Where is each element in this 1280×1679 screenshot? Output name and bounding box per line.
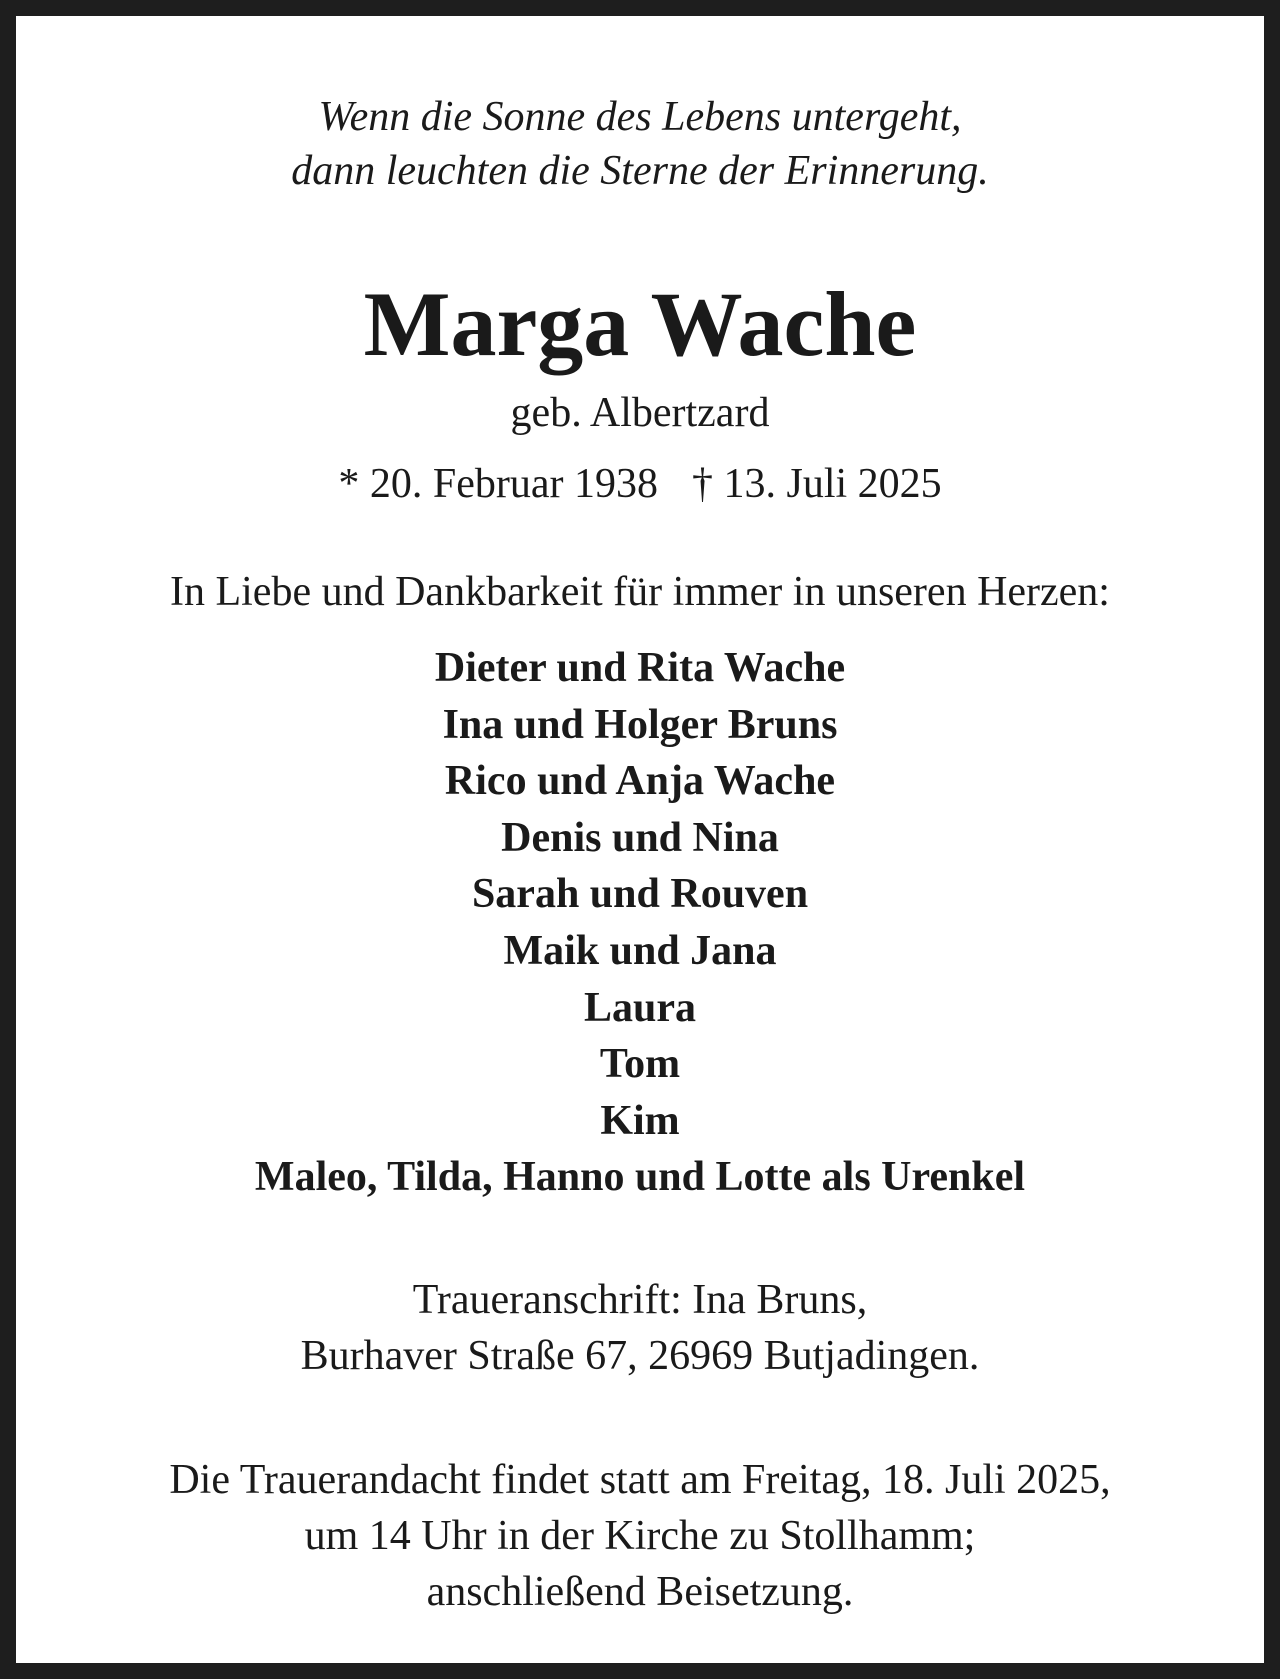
motto [32, 90, 1248, 198]
service-line-3: anschließend Beisetzung. [426, 1569, 854, 1615]
mourner-entry: Sarah und Rouven [471, 871, 809, 918]
life-dates [32, 456, 1248, 512]
mourner-entry: Laura [583, 984, 696, 1031]
mourner-entry: Maleo, Tilda, Hanno und Lotte als Urenkel [254, 1154, 1026, 1201]
mourners-list [32, 640, 1248, 1206]
service-info [32, 1452, 1248, 1620]
address-line-2: Burhaver Straße 67, 26969 Butjadingen. [300, 1333, 980, 1379]
maiden-name: geb. Albertzard [510, 390, 770, 436]
mourner-entry: Ina und Holger Bruns [442, 701, 838, 748]
mourning-address [32, 1272, 1248, 1384]
deceased-name: Marga Wache [363, 273, 917, 375]
dedication-text: In Liebe und Dankbarkeit für immer in unseren Herzen: [170, 569, 1110, 615]
mourner-entry: Dieter und Rita Wache [434, 645, 846, 691]
mourner-entry: Kim [600, 1097, 680, 1144]
mourner-entry: Rico und Anja Wache [444, 758, 836, 805]
service-line-2: um 14 Uhr in der Kirche zu Stollhamm; [304, 1513, 976, 1559]
service-line-1: Die Trauerandacht findet statt am Freitag, 18. Juli 2025, [169, 1457, 1111, 1503]
mourner-entry: Tom [599, 1041, 681, 1088]
mourner-entry: Maik und Jana [503, 927, 777, 974]
birth-date: * 20. Februar 1938 [338, 461, 658, 507]
address-line-1: Traueranschrift: Ina Bruns, [412, 1277, 868, 1323]
death-date: † 13. Juli 2025 [691, 461, 942, 507]
mourner-entry: Denis und Nina [501, 814, 779, 861]
motto-line-2: dann leuchten die Sterne der Erinnerung. [291, 148, 989, 194]
motto-line-1: Wenn die Sonne des Lebens untergeht, [318, 94, 962, 140]
